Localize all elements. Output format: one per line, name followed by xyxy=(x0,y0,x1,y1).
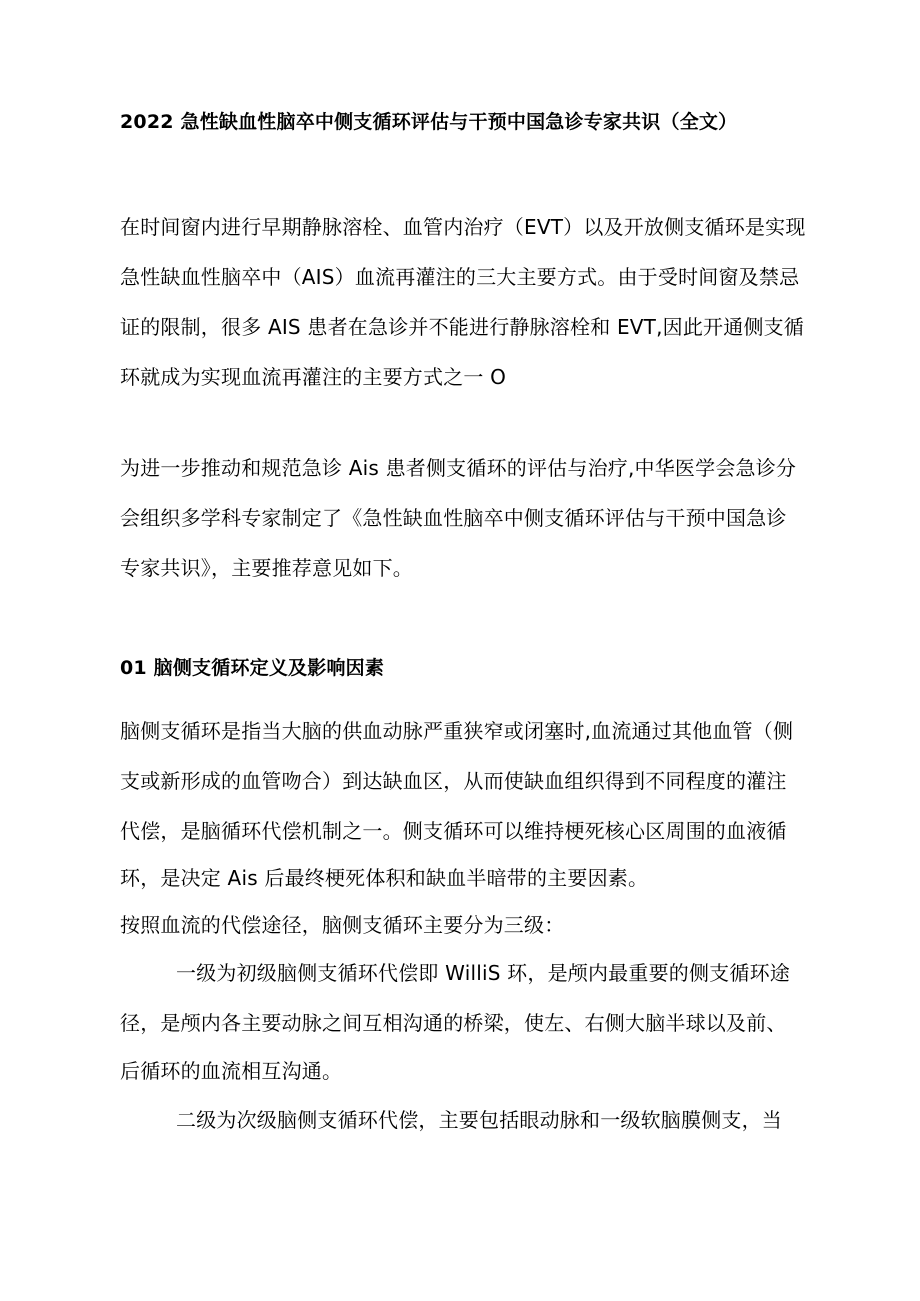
definition-line-2: 支或新形成的血管吻合）到达缺血区，从而使缺血组织得到不同程度的灌注 xyxy=(120,769,787,793)
intro-line-4: 环就成为实现血流再灌注的主要方式之一 O xyxy=(120,365,507,389)
definition-line-3: 代偿，是脑循环代偿机制之一。侧支循环可以维持梗死核心区周围的血液循 xyxy=(120,819,787,843)
classification-intro: 按照血流的代偿途径，脑侧支循环主要分为三级： xyxy=(120,913,565,937)
definition-line-4: 环，是决定 Ais 后最终梗死体积和缺血半暗带的主要因素。 xyxy=(120,866,649,890)
intro-line-1: 在时间窗内进行早期静脉溶栓、血管内治疗（EVT）以及开放侧支循环是实现 xyxy=(120,215,806,239)
level-one-line-2: 径，是颅内各主要动脉之间互相沟通的桥梁，使左、右侧大脑半球以及前、 xyxy=(120,1011,787,1035)
definition-line-1: 脑侧支循环是指当大脑的供血动脉严重狭窄或闭塞时,血流通过其他血管（侧 xyxy=(120,719,794,743)
purpose-line-1: 为进一步推动和规范急诊 Ais 患者侧支循环的评估与治疗,中华医学会急诊分 xyxy=(120,456,797,480)
section-01-heading: 01 脑侧支循环定义及影响因素 xyxy=(120,657,385,679)
intro-line-2: 急性缺血性脑卒中（AIS）血流再灌注的三大主要方式。由于受时间窗及禁忌 xyxy=(120,265,800,289)
intro-line-3: 证的限制，很多 AIS 患者在急诊并不能进行静脉溶栓和 EVT,因此开通侧支循 xyxy=(120,315,805,339)
document-title: 2022 急性缺血性脑卒中侧支循环评估与干预中国急诊专家共识（全文） xyxy=(120,111,738,133)
purpose-line-3: 专家共识》，主要推荐意见如下。 xyxy=(120,556,413,580)
level-one-line-3: 后循环的血流相互沟通。 xyxy=(120,1059,343,1083)
purpose-line-2: 会组织多学科专家制定了《急性缺血性脑卒中侧支循环评估与干预中国急诊 xyxy=(120,506,787,530)
level-two-line-1: 二级为次级脑侧支循环代偿，主要包括眼动脉和一级软脑膜侧支，当 xyxy=(176,1108,782,1132)
level-one-line-1: 一级为初级脑侧支循环代偿即 WilliS 环，是颅内最重要的侧支循环途 xyxy=(176,961,790,985)
